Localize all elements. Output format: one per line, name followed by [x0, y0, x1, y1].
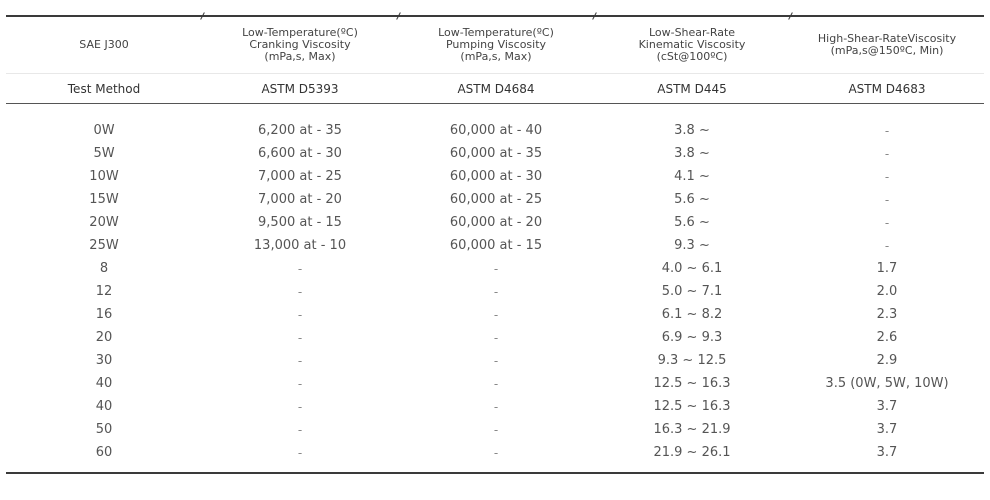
- cell-grade: 40: [95, 376, 113, 391]
- header-sae-j300: SAE J300: [6, 17, 202, 74]
- table-row: [6, 142, 984, 165]
- cell-high-shear: -: [884, 169, 890, 184]
- table-row: [6, 119, 984, 142]
- cell-kinematic: 5.6 ~: [674, 192, 710, 207]
- table-row: [6, 349, 984, 372]
- cell-kinematic: 4.0 ~ 6.1: [661, 261, 723, 276]
- table-row: [6, 257, 984, 280]
- cell-cranking: 13,000 at - 10: [253, 238, 347, 253]
- cell-cranking: -: [297, 445, 303, 460]
- table-top-rule: [6, 15, 984, 17]
- cell-kinematic: 5.0 ~ 7.1: [661, 284, 723, 299]
- cell-grade: 16: [95, 307, 113, 322]
- cell-pumping: -: [493, 353, 499, 368]
- test-method-high-shear: ASTM D4683: [790, 74, 984, 104]
- body-spacer: [6, 104, 984, 120]
- cell-cranking: -: [297, 261, 303, 276]
- cell-high-shear: -: [884, 238, 890, 253]
- table-row: [6, 188, 984, 211]
- cell-cranking: 9,500 at - 15: [258, 215, 342, 230]
- cell-pumping: 60,000 at - 20: [449, 215, 543, 230]
- cell-high-shear: 2.6: [876, 330, 898, 345]
- cell-pumping: 60,000 at - 40: [449, 123, 543, 138]
- cell-cranking: -: [297, 284, 303, 299]
- cell-grade: 20: [95, 330, 113, 345]
- cell-high-shear: 2.3: [876, 307, 898, 322]
- cell-high-shear: 2.9: [876, 353, 898, 368]
- cell-kinematic: 3.8 ~: [674, 123, 710, 138]
- test-method-pumping: ASTM D4684: [398, 74, 594, 104]
- table-row: [6, 280, 984, 303]
- cell-kinematic: 16.3 ~ 21.9: [653, 422, 731, 437]
- cell-cranking: -: [297, 330, 303, 345]
- cell-grade: 5W: [93, 146, 115, 161]
- cell-pumping: 60,000 at - 35: [449, 146, 543, 161]
- cell-high-shear: 3.7: [876, 399, 898, 414]
- cell-grade: 50: [95, 422, 113, 437]
- cell-high-shear: -: [884, 192, 890, 207]
- cell-grade: 30: [95, 353, 113, 368]
- cell-high-shear: 3.5 (0W, 5W, 10W): [825, 376, 949, 391]
- table-row: [6, 441, 984, 464]
- cell-grade: 40: [95, 399, 113, 414]
- cell-high-shear: -: [884, 146, 890, 161]
- cell-grade: 0W: [93, 123, 115, 138]
- cell-cranking: -: [297, 307, 303, 322]
- cell-pumping: -: [493, 376, 499, 391]
- header-high-shear-viscosity: High-Shear-RateViscosity (mPa,s@150ºC, Min): [790, 17, 984, 74]
- cell-high-shear: 3.7: [876, 445, 898, 460]
- test-method-row: [6, 74, 984, 104]
- cell-grade: 8: [99, 261, 109, 276]
- cell-kinematic: 9.3 ~ 12.5: [657, 353, 727, 368]
- cell-high-shear: 1.7: [876, 261, 898, 276]
- cell-cranking: 6,200 at - 35: [258, 123, 342, 138]
- viscosity-table-container: [6, 15, 984, 474]
- table-row: [6, 326, 984, 349]
- cell-pumping: 60,000 at - 15: [449, 238, 543, 253]
- cell-kinematic: 5.6 ~: [674, 215, 710, 230]
- cell-kinematic: 6.1 ~ 8.2: [661, 307, 723, 322]
- cell-kinematic: 4.1 ~: [674, 169, 710, 184]
- cell-kinematic: 21.9 ~ 26.1: [653, 445, 731, 460]
- test-method-cranking: ASTM D5393: [202, 74, 398, 104]
- header-row: [6, 17, 984, 74]
- cell-grade: 15W: [89, 192, 119, 207]
- cell-cranking: 7,000 at - 25: [258, 169, 342, 184]
- table-row: [6, 211, 984, 234]
- table-row: [6, 372, 984, 395]
- cell-cranking: 7,000 at - 20: [258, 192, 342, 207]
- cell-kinematic: 12.5 ~ 16.3: [653, 399, 731, 414]
- header-cranking-viscosity: Low-Temperature(ºC) Cranking Viscosity (mPa,s, Max): [202, 17, 398, 74]
- cell-pumping: -: [493, 399, 499, 414]
- cell-cranking: -: [297, 376, 303, 391]
- cell-high-shear: 2.0: [876, 284, 898, 299]
- cell-high-shear: -: [884, 123, 890, 138]
- header-kinematic-viscosity: Low-Shear-Rate Kinematic Viscosity (cSt@100ºC): [594, 17, 790, 74]
- cell-high-shear: 3.7: [876, 422, 898, 437]
- cell-cranking: -: [297, 422, 303, 437]
- cell-pumping: -: [493, 261, 499, 276]
- header-pumping-viscosity: Low-Temperature(ºC) Pumping Viscosity (mPa,s, Max): [398, 17, 594, 74]
- cell-kinematic: 3.8 ~: [674, 146, 710, 161]
- cell-grade: 60: [95, 445, 113, 460]
- cell-pumping: 60,000 at - 30: [449, 169, 543, 184]
- cell-kinematic: 9.3 ~: [674, 238, 710, 253]
- table-row: [6, 418, 984, 441]
- table-row: [6, 165, 984, 188]
- cell-kinematic: 6.9 ~ 9.3: [661, 330, 723, 345]
- cell-cranking: 6,600 at - 30: [258, 146, 342, 161]
- cell-high-shear: -: [884, 215, 890, 230]
- table-row: [6, 234, 984, 257]
- test-method-kinematic: ASTM D445: [594, 74, 790, 104]
- cell-pumping: -: [493, 422, 499, 437]
- cell-grade: 20W: [89, 215, 119, 230]
- cell-pumping: -: [493, 445, 499, 460]
- table-row: [6, 395, 984, 418]
- cell-pumping: -: [493, 284, 499, 299]
- cell-pumping: -: [493, 307, 499, 322]
- cell-pumping: -: [493, 330, 499, 345]
- table-bottom-rule: [6, 472, 984, 474]
- cell-grade: 25W: [89, 238, 119, 253]
- sae-j300-viscosity-table: [6, 17, 984, 464]
- cell-pumping: 60,000 at - 25: [449, 192, 543, 207]
- test-method-label: Test Method: [6, 74, 202, 104]
- cell-grade: 10W: [89, 169, 119, 184]
- cell-cranking: -: [297, 399, 303, 414]
- table-body: [6, 104, 984, 465]
- cell-kinematic: 12.5 ~ 16.3: [653, 376, 731, 391]
- cell-grade: 12: [95, 284, 113, 299]
- table-row: [6, 303, 984, 326]
- cell-cranking: -: [297, 353, 303, 368]
